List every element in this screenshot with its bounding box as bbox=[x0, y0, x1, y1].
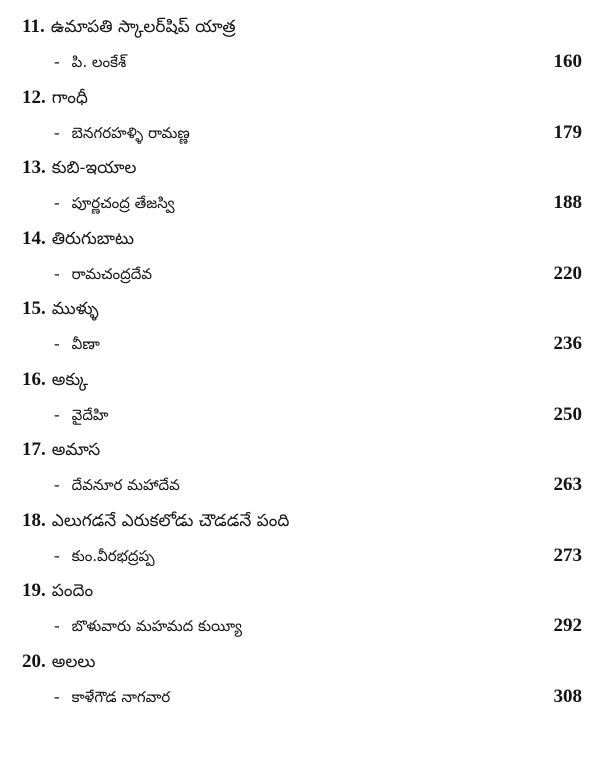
entry-title-line bbox=[22, 580, 93, 602]
entry-number: 12. bbox=[22, 86, 46, 108]
author-dash: - bbox=[54, 616, 60, 635]
entry-title-line bbox=[22, 87, 88, 109]
author-dash: - bbox=[54, 122, 60, 142]
entry-author: పి. లంకేశ్ bbox=[71, 53, 127, 71]
toc-entry bbox=[0, 87, 600, 158]
entry-title: అమాస bbox=[51, 440, 101, 460]
entry-author-line bbox=[54, 50, 582, 74]
entry-page-number: 188 bbox=[553, 192, 582, 213]
entry-author-line bbox=[54, 614, 582, 638]
author-dash: - bbox=[54, 334, 60, 353]
entry-author-line bbox=[54, 544, 582, 568]
toc-entry bbox=[0, 580, 600, 651]
entry-author: వీణా bbox=[71, 335, 100, 353]
entry-author: దేవనూర మహాదేవ bbox=[71, 476, 180, 494]
entry-number: 18. bbox=[22, 509, 46, 531]
toc-entry bbox=[0, 439, 600, 510]
entry-title: ఉమాపతి స్కాలర్‌షిప్ యాత్ర bbox=[50, 17, 236, 37]
author-dash: - bbox=[54, 193, 60, 212]
entry-title-line bbox=[22, 157, 136, 179]
toc-entry bbox=[0, 510, 600, 581]
entry-number: 19. bbox=[22, 580, 46, 601]
entry-page-number: 179 bbox=[553, 121, 582, 143]
toc-entry bbox=[0, 157, 600, 228]
entry-number: 11. bbox=[22, 16, 45, 37]
entry-page-number: 250 bbox=[553, 403, 582, 425]
entry-number: 13. bbox=[22, 157, 46, 178]
entry-author-line bbox=[54, 403, 582, 427]
author-dash: - bbox=[54, 52, 60, 71]
entry-number: 14. bbox=[22, 227, 46, 249]
entry-author-line bbox=[54, 332, 582, 356]
entry-title: కుబి-ఇయాల bbox=[51, 158, 137, 178]
entry-author: రామచంద్రదేవ bbox=[71, 264, 152, 283]
entry-title-line bbox=[22, 16, 236, 38]
entry-author: పూర్ణచంద్ర తేజస్వి bbox=[71, 194, 175, 212]
entry-title-line bbox=[22, 369, 88, 391]
entry-title-line bbox=[22, 510, 289, 532]
author-dash: - bbox=[54, 545, 60, 565]
entry-page-number: 236 bbox=[553, 333, 582, 354]
entry-author-line bbox=[54, 473, 582, 497]
entry-page-number: 220 bbox=[553, 262, 582, 284]
entry-number: 17. bbox=[22, 439, 46, 460]
entry-title: ముళ్ళు bbox=[51, 299, 99, 319]
entry-author-line bbox=[54, 685, 582, 709]
entry-title: గాంధీ bbox=[51, 87, 88, 108]
entry-author-line bbox=[54, 191, 582, 215]
entry-title-line bbox=[22, 439, 100, 461]
entry-title: ఎలుగడనే ఎరుకలోడు చౌడడనే పంది bbox=[51, 510, 290, 531]
entry-title: అలలు bbox=[51, 651, 96, 672]
entry-title: పందెం bbox=[51, 581, 94, 601]
author-dash: - bbox=[54, 263, 60, 283]
entry-author: కుం.వీరభద్రప్ప bbox=[71, 546, 155, 565]
entry-author: వైదేహి bbox=[71, 405, 109, 424]
entry-page-number: 308 bbox=[553, 685, 582, 707]
author-dash: - bbox=[54, 404, 60, 424]
entry-page-number: 263 bbox=[553, 474, 582, 495]
table-of-contents bbox=[0, 16, 600, 721]
entry-page-number: 273 bbox=[553, 544, 582, 566]
entry-author: బొళువారు మహమద కుయ్యీ bbox=[71, 617, 242, 635]
toc-entry bbox=[0, 298, 600, 369]
entry-page-number: 292 bbox=[553, 615, 582, 636]
author-dash: - bbox=[54, 686, 60, 706]
entry-number: 20. bbox=[22, 650, 46, 672]
entry-title-line bbox=[22, 651, 95, 673]
entry-title-line bbox=[22, 298, 99, 320]
entry-title: తిరుగుబాటు bbox=[51, 228, 135, 249]
entry-author-line bbox=[54, 262, 582, 286]
toc-entry bbox=[0, 369, 600, 440]
entry-number: 16. bbox=[22, 368, 46, 390]
entry-title-line bbox=[22, 228, 134, 250]
toc-entry bbox=[0, 228, 600, 299]
entry-title: అక్కు bbox=[51, 369, 89, 390]
author-dash: - bbox=[54, 475, 60, 494]
toc-entry bbox=[0, 651, 600, 722]
entry-author-line bbox=[54, 121, 582, 145]
entry-number: 15. bbox=[22, 298, 46, 319]
entry-author: కాళేగౌడ నాగవార bbox=[71, 687, 171, 706]
toc-entry bbox=[0, 16, 600, 87]
entry-page-number: 160 bbox=[553, 51, 582, 72]
entry-author: బెనగరహళ్ళి రామణ్ణ bbox=[71, 123, 190, 142]
